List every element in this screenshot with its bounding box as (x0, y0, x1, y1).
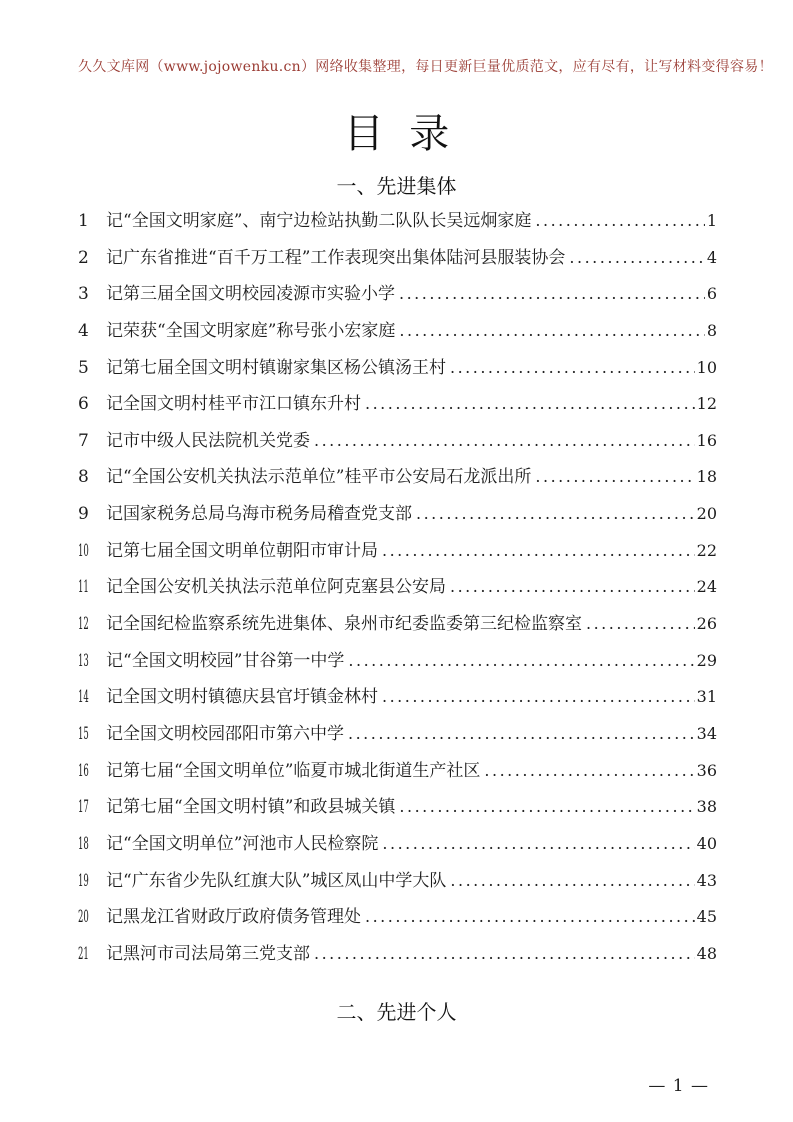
toc-item-page: 31 (696, 687, 717, 707)
toc-item-title: 记第七届“全国文明单位”临夏市城北街道生产社区 (106, 760, 481, 781)
toc-item-number: 2 (78, 247, 89, 268)
toc-item-number: 15 (78, 723, 89, 744)
toc-item (78, 789, 717, 826)
toc-leader-dots (365, 386, 695, 423)
toc-item-number: 19 (78, 870, 89, 891)
toc-item-title: 记荣获“全国文明家庭”称号张小宏家庭 (106, 320, 396, 341)
toc-item-page: 36 (696, 760, 717, 780)
toc-item-number: 3 (78, 284, 89, 305)
toc-item-page: 29 (696, 650, 717, 670)
toc-item (78, 826, 717, 863)
toc-item-number: 14 (78, 687, 89, 708)
toc-item-page: 22 (696, 540, 717, 560)
toc-item-title: 记市中级人民法院机关党委 (106, 430, 310, 451)
toc-item-title: 记第七届“全国文明村镇”和政县城关镇 (106, 797, 396, 818)
toc-item-number: 17 (78, 797, 89, 818)
toc-leader-dots (399, 313, 704, 350)
toc-leader-dots (450, 569, 695, 606)
toc-item (78, 753, 717, 790)
section-heading-collective: 一、先进集体 (336, 174, 457, 198)
toc-item-page: 1 (706, 211, 717, 230)
toc-item-page: 8 (706, 320, 717, 340)
toc-leader-dots (314, 936, 695, 973)
toc-leader-dots (348, 716, 695, 753)
toc-leader-dots (450, 863, 694, 900)
toc-item-title: 记全国文明校园邵阳市第六中学 (106, 723, 344, 744)
toc-item-title: 记第七届全国文明单位朝阳市审计局 (106, 540, 378, 561)
toc-leader-dots (416, 496, 695, 533)
section-heading-individual: 二、先进个人 (336, 1000, 457, 1024)
toc-leader-dots (382, 826, 694, 863)
toc-item (78, 716, 717, 753)
toc-item-title: 记广东省推进“百千万工程”工作表现突出集体陆河县服装协会 (106, 247, 566, 268)
toc-item (78, 459, 717, 496)
toc-leader-dots (399, 789, 694, 826)
toc-item-title: 记“广东省少先队红旗大队”城区凤山中学大队 (106, 870, 447, 891)
toc-item-title: 记全国纪检监察系统先进集体、泉州市纪委监委第三纪检监察室 (106, 614, 582, 635)
toc-item (78, 643, 717, 680)
page-title: 目 录 (343, 111, 450, 157)
toc-item-number: 11 (78, 577, 89, 598)
toc-item-page: 16 (696, 430, 717, 450)
toc-item (78, 679, 717, 716)
toc-item-title: 记全国文明村桂平市江口镇东升村 (106, 394, 361, 415)
toc-item-page: 20 (696, 504, 717, 524)
toc-item (78, 386, 717, 423)
toc-item (78, 606, 717, 643)
toc-leader-dots (535, 459, 694, 496)
toc-item-title: 记第七届全国文明村镇谢家集区杨公镇汤王村 (106, 357, 446, 378)
toc-item-number: 6 (78, 394, 89, 415)
toc-leader-dots (399, 276, 705, 313)
toc-leader-dots (484, 753, 694, 790)
toc-leader-dots (314, 423, 695, 460)
toc-item-title: 记黑河市司法局第三党支部 (106, 943, 310, 964)
toc-item-number: 12 (78, 614, 89, 635)
toc-item-number: 4 (78, 320, 89, 341)
toc-item (78, 240, 717, 277)
toc-item-title: 记“全国公安机关执法示范单位”桂平市公安局石龙派出所 (106, 467, 532, 488)
toc-leader-dots (535, 203, 704, 240)
header-notice: 久久文库网（www.jojowenku.cn）网络收集整理，每日更新巨量优质范文，应有尽有，让写材料变得容易！ (78, 59, 773, 75)
toc-item-page: 26 (696, 614, 717, 634)
toc-item-title: 记国家税务总局乌海市税务局稽查党支部 (106, 504, 412, 525)
toc-leader-dots (586, 606, 695, 643)
toc-item-page: 48 (696, 943, 717, 963)
toc-leader-dots (365, 899, 695, 936)
toc-item-number: 21 (78, 943, 89, 964)
toc-item-page: 10 (696, 357, 717, 377)
toc-item-page: 6 (706, 284, 717, 304)
toc-item (78, 313, 717, 350)
toc-leader-dots (450, 350, 695, 387)
toc-item-page: 45 (696, 907, 717, 927)
toc-leader-dots (382, 679, 695, 716)
toc-item-number: 5 (78, 357, 89, 378)
toc-item-page: 43 (696, 870, 717, 890)
toc-item-number: 1 (78, 211, 89, 231)
toc-item-page: 12 (696, 394, 717, 414)
toc-item-page: 40 (696, 833, 717, 853)
toc-item-page: 24 (696, 577, 717, 597)
toc-item (78, 936, 717, 973)
toc-item-title: 记“全国文明校园”甘谷第一中学 (106, 650, 345, 671)
toc-item-number: 8 (78, 467, 89, 488)
toc-item (78, 569, 717, 606)
toc-item-title: 记第三届全国文明校园凌源市实验小学 (106, 284, 395, 305)
toc-item (78, 203, 717, 240)
toc-leader-dots (348, 643, 694, 680)
toc-item (78, 423, 717, 460)
toc-list (78, 203, 717, 972)
toc-item-page: 38 (696, 797, 717, 817)
toc-item-page: 4 (706, 247, 717, 267)
toc-item-title: 记“全国文明家庭”、南宁边检站执勤二队队长吴远炯家庭 (106, 211, 532, 231)
toc-item-number: 9 (78, 504, 89, 525)
toc-item-title: 记全国文明村镇德庆县官圩镇金林村 (106, 687, 378, 708)
toc-item-number: 13 (78, 650, 89, 671)
toc-item-number: 20 (78, 907, 89, 928)
toc-leader-dots (382, 533, 695, 570)
toc-item-title: 记黑龙江省财政厅政府债务管理处 (106, 907, 361, 928)
toc-item-number: 18 (78, 833, 89, 854)
toc-item-number: 10 (78, 540, 89, 561)
toc-item (78, 533, 717, 570)
toc-item (78, 350, 717, 387)
toc-item (78, 899, 717, 936)
toc-item-page: 34 (696, 723, 717, 743)
footer-page-number: — 1 — (648, 1076, 709, 1096)
toc-item (78, 276, 717, 313)
toc-item-title: 记“全国文明单位”河池市人民检察院 (106, 833, 379, 854)
toc-item-number: 7 (78, 430, 89, 451)
toc-item (78, 863, 717, 900)
toc-item-title: 记全国公安机关执法示范单位阿克塞县公安局 (106, 577, 446, 598)
toc-item-page: 18 (696, 467, 717, 487)
toc-leader-dots (569, 240, 704, 277)
toc-item-number: 16 (78, 760, 89, 781)
toc-item (78, 496, 717, 533)
